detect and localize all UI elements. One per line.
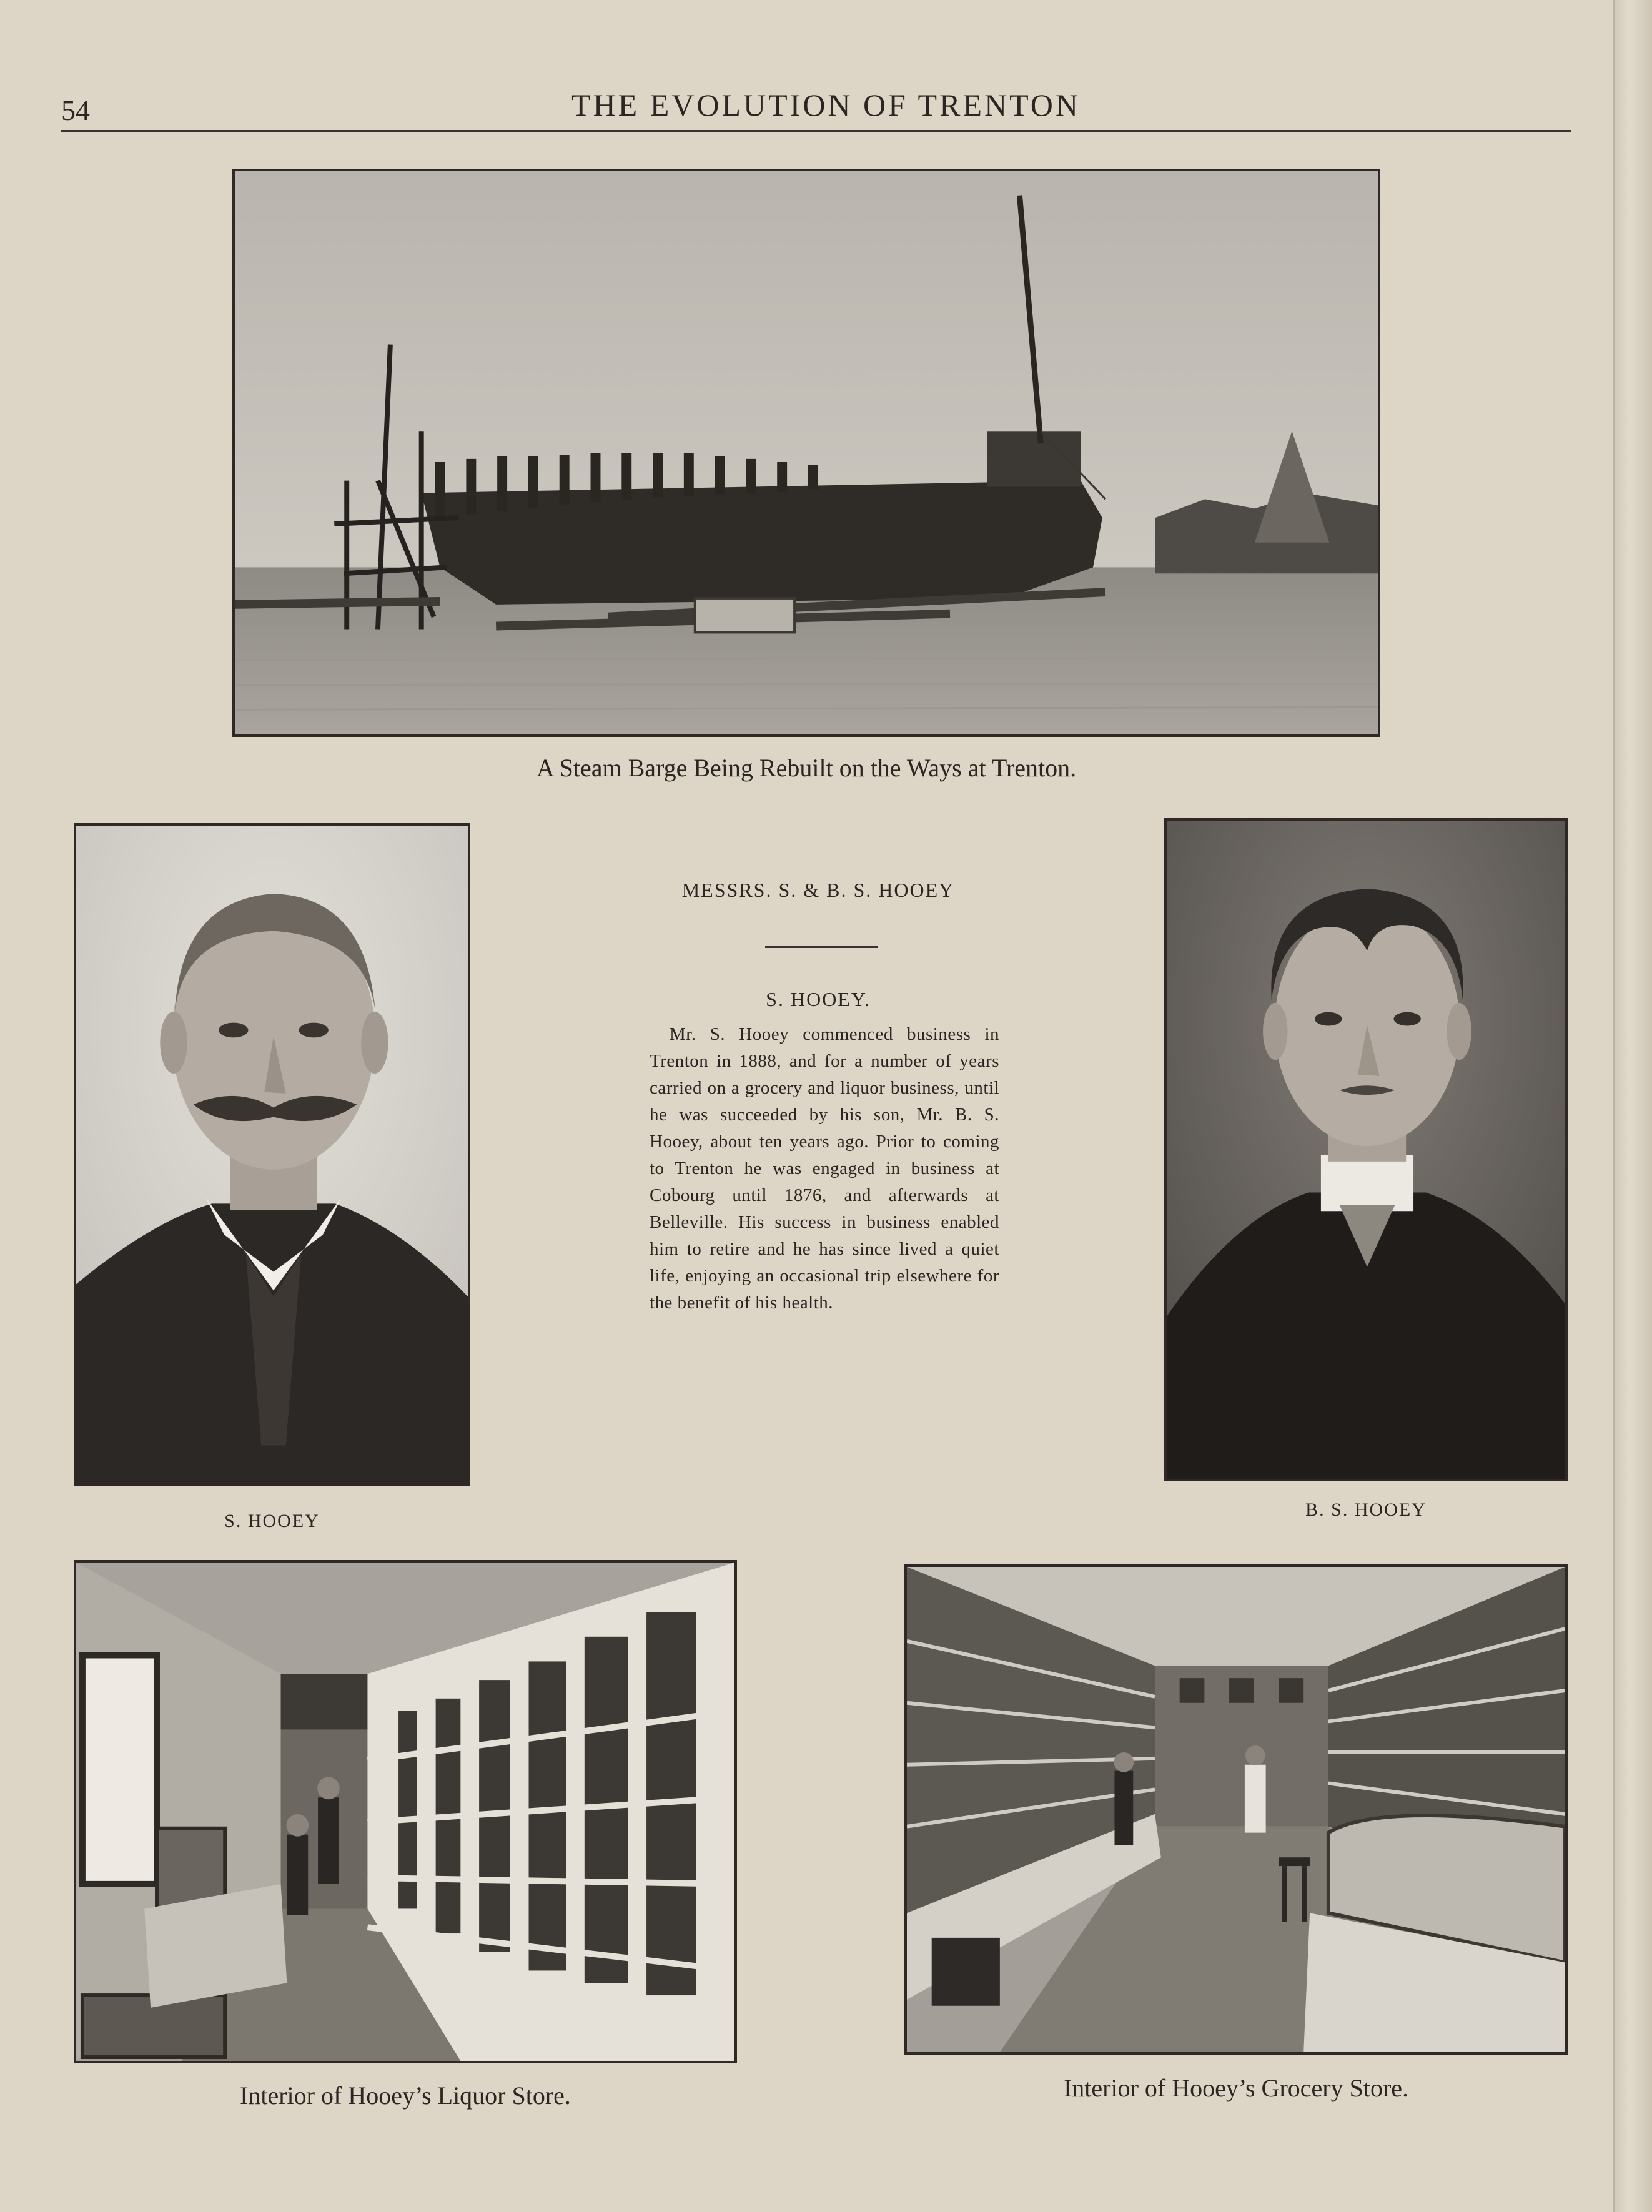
b-s-hooey-caption: B. S. HOOEY [1305, 1499, 1427, 1520]
barge-photo [232, 169, 1380, 737]
s-hooey-portrait [74, 823, 470, 1486]
article-body: Mr. S. Hooey commenced business in Trenton in 1888, and for a number of years carried on a grocery and liquor business, until he was succeeded by his son, Mr. B. S. Hooey, about ten years ago. Prior to coming to Trenton he was engaged in business at Cobourg until 1876, and afterwards at Belleville. His success in business enabled him to retire and he has since lived a quiet life, enjoying an occasional trip elsewhere for the benefit of his health. [650, 1024, 999, 1313]
article-subheading: S. HOOEY. [766, 988, 871, 1010]
grocery-store-caption: Interior of Hooey’s Grocery Store. [1063, 2074, 1409, 2102]
liquor-store-caption: Interior of Hooey’s Liquor Store. [240, 2081, 571, 2110]
article-heading: MESSRS. S. & B. S. HOOEY [681, 879, 955, 901]
grocery-store-photo [904, 1564, 1568, 2055]
header-rule [61, 130, 1571, 132]
s-hooey-caption: S. HOOEY [224, 1511, 320, 1531]
running-title: THE EVOLUTION OF TRENTON [571, 87, 1081, 122]
page-number: 54 [61, 94, 90, 126]
b-s-hooey-portrait [1164, 818, 1568, 1481]
liquor-store-photo [74, 1560, 737, 2063]
page-edge [1613, 0, 1652, 2212]
article-rule [765, 946, 878, 948]
barge-caption: A Steam Barge Being Rebuilt on the Ways at Trenton. [536, 754, 1077, 782]
